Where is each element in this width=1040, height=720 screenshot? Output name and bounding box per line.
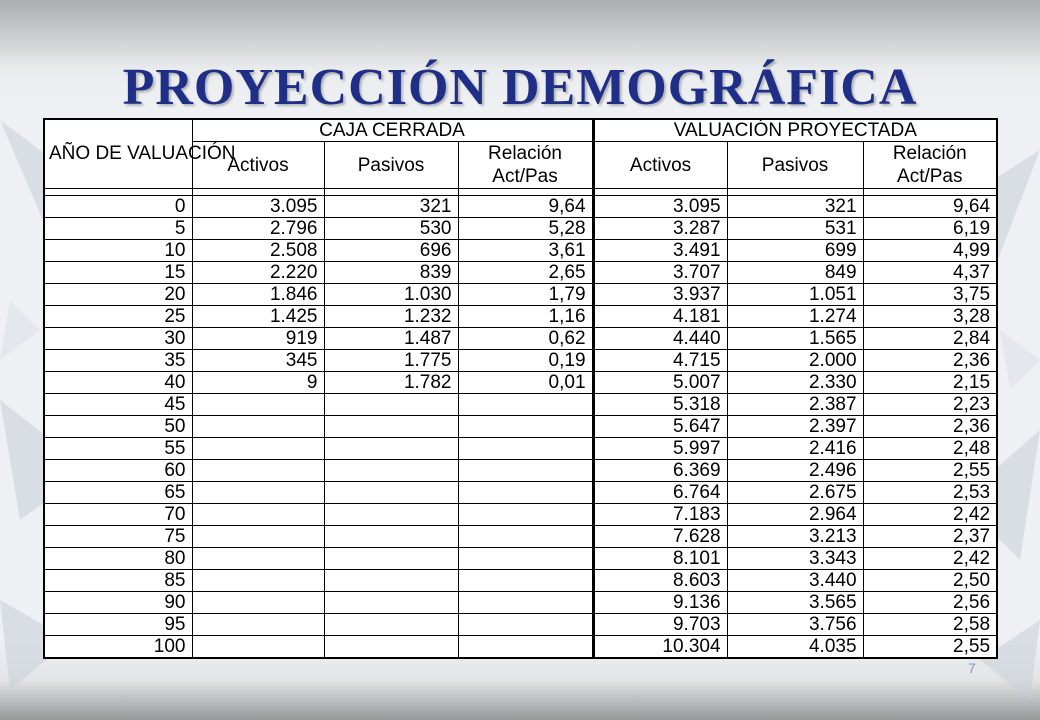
table-row (44, 394, 997, 416)
proy-relacion-cell: 2,42 (863, 504, 997, 526)
caja-activos-cell (192, 482, 324, 504)
column-header-relacion: Relación Act/Pas (863, 142, 997, 189)
column-header-activos: Activos (593, 142, 727, 189)
caja-relacion-cell: 5,28 (458, 218, 593, 240)
proy-activos-cell: 8.101 (593, 548, 727, 570)
proy-relacion-cell: 2,15 (863, 372, 997, 394)
year-cell: 25 (44, 306, 192, 328)
caja-activos-cell: 1.425 (192, 306, 324, 328)
proy-activos-cell: 3.491 (593, 240, 727, 262)
caja-relacion-cell (458, 504, 593, 526)
year-cell: 0 (44, 196, 192, 218)
caja-pasivos-cell (324, 526, 458, 548)
caja-pasivos-cell: 839 (324, 262, 458, 284)
caja-pasivos-cell: 1.030 (324, 284, 458, 306)
proy-pasivos-cell: 4.035 (727, 636, 863, 659)
proy-relacion-cell: 2,50 (863, 570, 997, 592)
proy-activos-cell: 4.440 (593, 328, 727, 350)
proy-activos-cell: 7.628 (593, 526, 727, 548)
proy-pasivos-cell: 3.213 (727, 526, 863, 548)
column-header-relacion: Relación Act/Pas (458, 142, 593, 189)
proy-pasivos-cell: 699 (727, 240, 863, 262)
proy-activos-cell: 9.136 (593, 592, 727, 614)
caja-relacion-cell (458, 460, 593, 482)
proy-activos-cell: 9.703 (593, 614, 727, 636)
caja-relacion-cell: 0,19 (458, 350, 593, 372)
page-number: 7 (968, 660, 976, 676)
proy-activos-cell: 7.183 (593, 504, 727, 526)
proy-relacion-cell: 2,53 (863, 482, 997, 504)
caja-activos-cell (192, 526, 324, 548)
year-cell: 30 (44, 328, 192, 350)
caja-relacion-cell (458, 416, 593, 438)
year-cell: 20 (44, 284, 192, 306)
caja-pasivos-cell (324, 614, 458, 636)
caja-pasivos-cell (324, 592, 458, 614)
proy-pasivos-cell: 3.440 (727, 570, 863, 592)
table-row (44, 416, 997, 438)
table-row (44, 350, 997, 372)
table-row (44, 526, 997, 548)
caja-pasivos-cell: 530 (324, 218, 458, 240)
proy-relacion-cell: 2,58 (863, 614, 997, 636)
year-cell: 90 (44, 592, 192, 614)
proy-pasivos-cell: 2.330 (727, 372, 863, 394)
year-cell: 60 (44, 460, 192, 482)
proy-relacion-cell: 2,48 (863, 438, 997, 460)
caja-activos-cell (192, 548, 324, 570)
header-spacer (44, 189, 997, 196)
year-cell: 10 (44, 240, 192, 262)
proy-activos-cell: 3.095 (593, 196, 727, 218)
caja-pasivos-cell (324, 460, 458, 482)
proy-relacion-cell: 2,84 (863, 328, 997, 350)
caja-activos-cell (192, 460, 324, 482)
caja-pasivos-cell: 696 (324, 240, 458, 262)
group-header-caja-cerrada: CAJA CERRADA (192, 119, 593, 142)
caja-activos-cell (192, 394, 324, 416)
proy-relacion-cell: 2,23 (863, 394, 997, 416)
caja-pasivos-cell: 1.775 (324, 350, 458, 372)
table-row (44, 306, 997, 328)
table-row (44, 504, 997, 526)
table-row (44, 614, 997, 636)
caja-activos-cell: 3.095 (192, 196, 324, 218)
group-header-valuacion-proyectada: VALUACIÓN PROYECTADA (593, 119, 997, 142)
proy-activos-cell: 3.287 (593, 218, 727, 240)
proy-pasivos-cell: 2.000 (727, 350, 863, 372)
table-row (44, 548, 997, 570)
proy-relacion-cell: 2,55 (863, 636, 997, 659)
caja-pasivos-cell: 1.487 (324, 328, 458, 350)
year-header: AÑO DE VALUACIÓN (44, 119, 192, 189)
table-row (44, 636, 997, 659)
proy-activos-cell: 5.647 (593, 416, 727, 438)
proy-pasivos-cell: 2.416 (727, 438, 863, 460)
table-row (44, 438, 997, 460)
proy-relacion-cell: 2,56 (863, 592, 997, 614)
caja-relacion-cell: 0,62 (458, 328, 593, 350)
caja-activos-cell (192, 592, 324, 614)
caja-activos-cell: 345 (192, 350, 324, 372)
year-cell: 5 (44, 218, 192, 240)
proy-pasivos-cell: 2.964 (727, 504, 863, 526)
table-row (44, 284, 997, 306)
caja-pasivos-cell (324, 548, 458, 570)
proy-pasivos-cell: 3.343 (727, 548, 863, 570)
table-row (44, 196, 997, 218)
caja-relacion-cell (458, 548, 593, 570)
table-row (44, 328, 997, 350)
proy-pasivos-cell: 3.565 (727, 592, 863, 614)
proy-relacion-cell: 2,37 (863, 526, 997, 548)
proy-pasivos-cell: 1.565 (727, 328, 863, 350)
proy-activos-cell: 3.707 (593, 262, 727, 284)
proy-pasivos-cell: 2.675 (727, 482, 863, 504)
year-cell: 100 (44, 636, 192, 659)
caja-activos-cell: 2.220 (192, 262, 324, 284)
year-cell: 75 (44, 526, 192, 548)
caja-relacion-cell (458, 614, 593, 636)
caja-activos-cell: 9 (192, 372, 324, 394)
caja-pasivos-cell (324, 636, 458, 659)
year-cell: 15 (44, 262, 192, 284)
proy-pasivos-cell: 321 (727, 196, 863, 218)
proy-relacion-cell: 2,36 (863, 350, 997, 372)
caja-relacion-cell (458, 570, 593, 592)
proy-activos-cell: 5.007 (593, 372, 727, 394)
proy-relacion-cell: 2,36 (863, 416, 997, 438)
year-cell: 35 (44, 350, 192, 372)
proy-pasivos-cell: 531 (727, 218, 863, 240)
caja-activos-cell (192, 504, 324, 526)
caja-pasivos-cell (324, 416, 458, 438)
proy-activos-cell: 6.764 (593, 482, 727, 504)
year-cell: 95 (44, 614, 192, 636)
caja-relacion-cell (458, 592, 593, 614)
caja-relacion-cell (458, 482, 593, 504)
year-cell: 50 (44, 416, 192, 438)
proy-pasivos-cell: 1.051 (727, 284, 863, 306)
caja-activos-cell: 919 (192, 328, 324, 350)
table-row (44, 570, 997, 592)
proy-activos-cell: 4.715 (593, 350, 727, 372)
year-cell: 70 (44, 504, 192, 526)
caja-relacion-cell (458, 394, 593, 416)
proy-relacion-cell: 3,28 (863, 306, 997, 328)
demographic-projection-table (43, 118, 998, 659)
caja-pasivos-cell (324, 482, 458, 504)
year-cell: 65 (44, 482, 192, 504)
caja-relacion-cell: 1,79 (458, 284, 593, 306)
proy-pasivos-cell: 3.756 (727, 614, 863, 636)
proy-pasivos-cell: 2.387 (727, 394, 863, 416)
caja-pasivos-cell: 321 (324, 196, 458, 218)
column-header-pasivos: Pasivos (727, 142, 863, 189)
caja-pasivos-cell (324, 394, 458, 416)
caja-relacion-cell: 0,01 (458, 372, 593, 394)
caja-relacion-cell (458, 438, 593, 460)
year-cell: 85 (44, 570, 192, 592)
proy-relacion-cell: 2,55 (863, 460, 997, 482)
table-row (44, 240, 997, 262)
proy-relacion-cell: 4,99 (863, 240, 997, 262)
proy-pasivos-cell: 849 (727, 262, 863, 284)
year-cell: 40 (44, 372, 192, 394)
caja-relacion-cell (458, 526, 593, 548)
proy-activos-cell: 5.997 (593, 438, 727, 460)
proy-pasivos-cell: 1.274 (727, 306, 863, 328)
proy-activos-cell: 5.318 (593, 394, 727, 416)
year-cell: 80 (44, 548, 192, 570)
caja-activos-cell: 2.508 (192, 240, 324, 262)
caja-activos-cell: 1.846 (192, 284, 324, 306)
proy-activos-cell: 8.603 (593, 570, 727, 592)
caja-pasivos-cell (324, 438, 458, 460)
column-header-activos: Activos (192, 142, 324, 189)
proy-relacion-cell: 9,64 (863, 196, 997, 218)
caja-activos-cell: 2.796 (192, 218, 324, 240)
caja-relacion-cell (458, 636, 593, 659)
table-row (44, 218, 997, 240)
year-cell: 55 (44, 438, 192, 460)
table-row (44, 460, 997, 482)
table-row (44, 262, 997, 284)
caja-activos-cell (192, 570, 324, 592)
proy-relacion-cell: 6,19 (863, 218, 997, 240)
caja-pasivos-cell: 1.782 (324, 372, 458, 394)
proy-pasivos-cell: 2.496 (727, 460, 863, 482)
caja-pasivos-cell (324, 504, 458, 526)
proy-activos-cell: 4.181 (593, 306, 727, 328)
caja-activos-cell (192, 438, 324, 460)
proy-activos-cell: 10.304 (593, 636, 727, 659)
caja-relacion-cell: 3,61 (458, 240, 593, 262)
caja-relacion-cell: 2,65 (458, 262, 593, 284)
caja-relacion-cell: 1,16 (458, 306, 593, 328)
proy-activos-cell: 3.937 (593, 284, 727, 306)
page-title: PROYECCIÓN DEMOGRÁFICA (122, 59, 918, 116)
caja-pasivos-cell (324, 570, 458, 592)
column-header-pasivos: Pasivos (324, 142, 458, 189)
caja-pasivos-cell: 1.232 (324, 306, 458, 328)
proy-activos-cell: 6.369 (593, 460, 727, 482)
caja-relacion-cell: 9,64 (458, 196, 593, 218)
proy-pasivos-cell: 2.397 (727, 416, 863, 438)
table-row (44, 372, 997, 394)
year-cell: 45 (44, 394, 192, 416)
caja-activos-cell (192, 636, 324, 659)
proy-relacion-cell: 2,42 (863, 548, 997, 570)
table-body (44, 196, 997, 659)
caja-activos-cell (192, 614, 324, 636)
caja-activos-cell (192, 416, 324, 438)
table-row (44, 592, 997, 614)
table-row (44, 482, 997, 504)
proy-relacion-cell: 4,37 (863, 262, 997, 284)
proy-relacion-cell: 3,75 (863, 284, 997, 306)
